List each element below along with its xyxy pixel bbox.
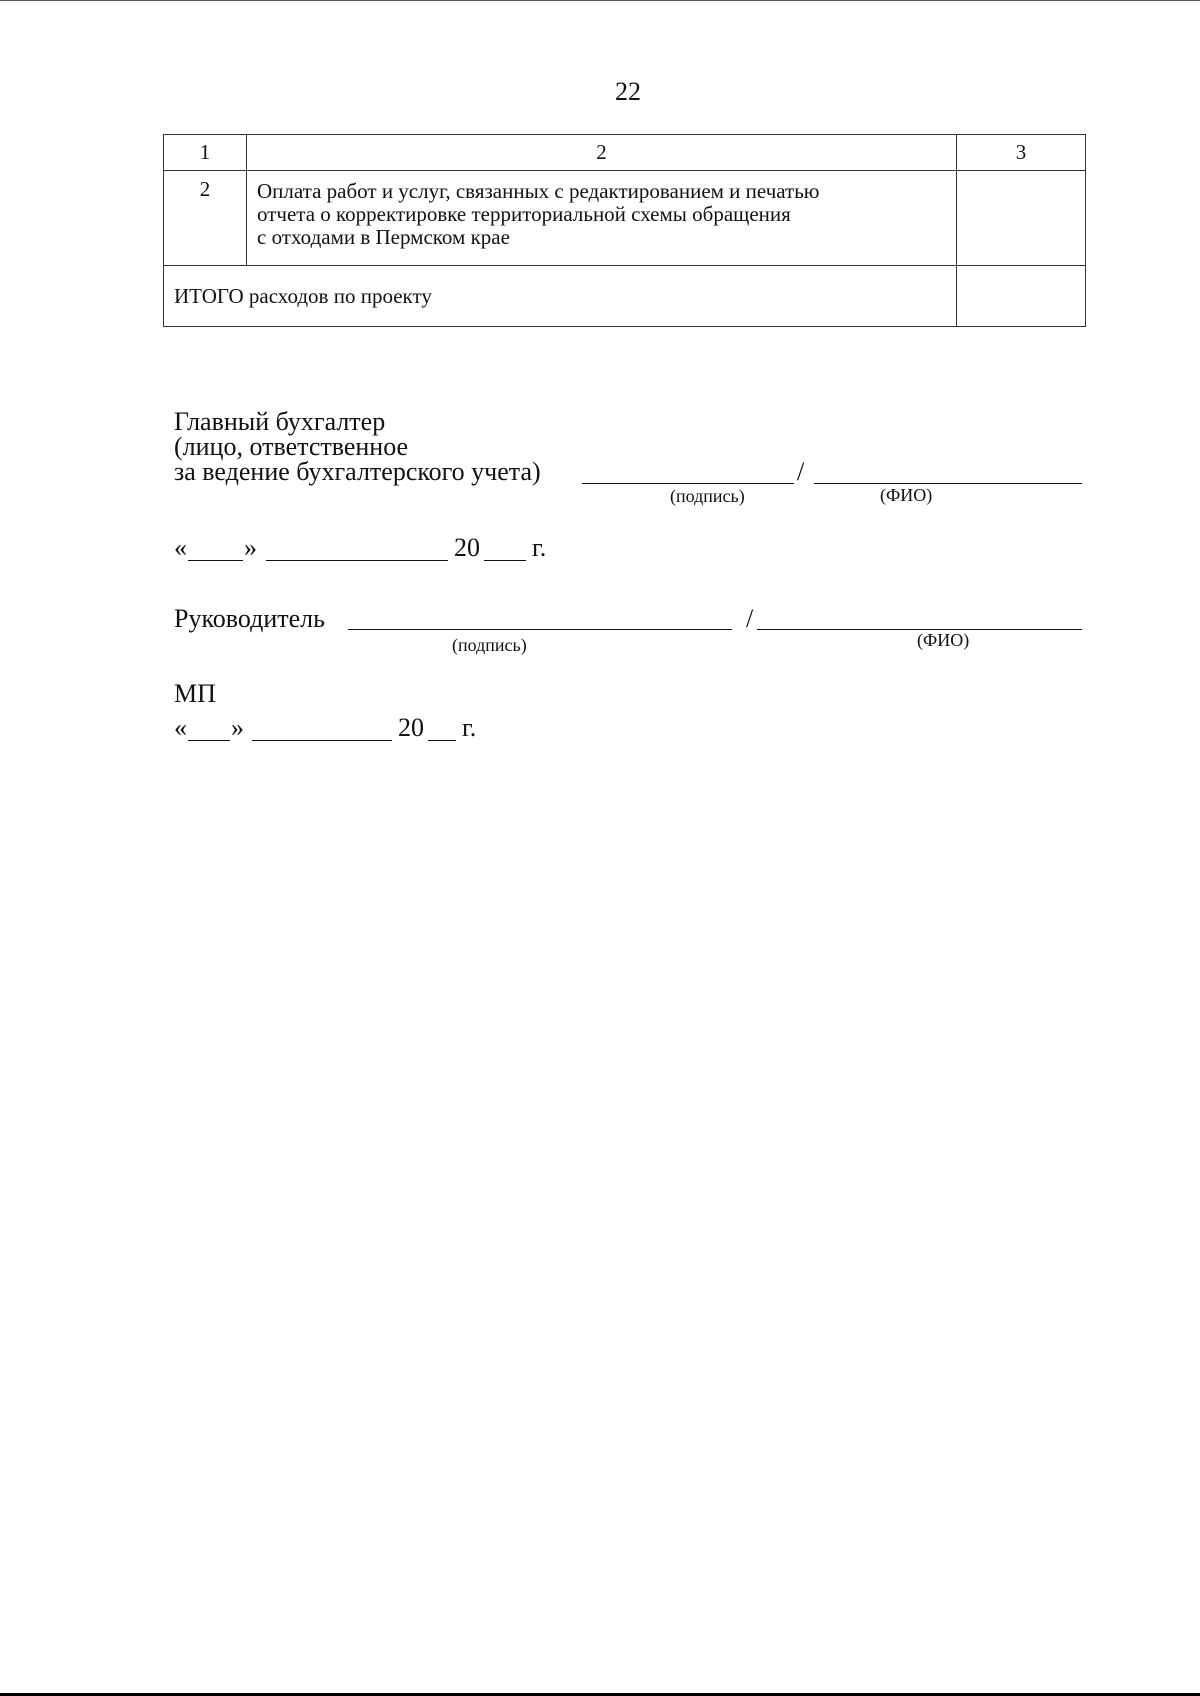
table-row: [164, 171, 1086, 266]
accountant-name-caption: (ФИО): [880, 485, 933, 505]
accountant-date-year-prefix: 20: [454, 533, 480, 562]
accountant-date-close-quote: »: [244, 533, 257, 562]
accountant-name-line[interactable]: [814, 483, 1082, 484]
description-line: Оплата работ и услуг, связанных с редактированием и печатью: [257, 179, 820, 203]
row-number-cell: 2: [164, 171, 247, 266]
accountant-date-year-line[interactable]: [484, 560, 526, 561]
total-label: ИТОГО расходов по проекту: [164, 266, 957, 327]
table-header-row: [164, 135, 1086, 171]
director-slash: /: [746, 604, 754, 633]
director-date-year-suffix: г.: [462, 713, 477, 742]
stamp-label: МП: [174, 679, 216, 708]
row-description-cell: [247, 171, 957, 266]
accountant-signature-line[interactable]: [582, 483, 794, 484]
director-name-caption: (ФИО): [917, 630, 970, 650]
accountant-date-open-quote: «: [174, 533, 187, 562]
column-header-3: 3: [957, 135, 1086, 171]
accountant-title-line2: (лицо, ответственное: [174, 432, 409, 461]
director-signature-caption: (подпись): [452, 635, 527, 655]
row-amount-cell[interactable]: [957, 171, 1086, 266]
description-line: с отходами в Пермском крае: [257, 225, 510, 249]
accountant-date-month-line[interactable]: [266, 560, 448, 561]
director-date-open-quote: «: [174, 713, 187, 742]
director-signature-line[interactable]: [348, 629, 732, 630]
accountant-date-day-line[interactable]: [188, 560, 243, 561]
director-date-month-line[interactable]: [252, 740, 392, 741]
accountant-signature-caption: (подпись): [670, 486, 745, 506]
column-header-1: 1: [164, 135, 247, 171]
accountant-slash: /: [797, 457, 805, 486]
page-number: 22: [615, 77, 641, 106]
accountant-date-year-suffix: г.: [532, 533, 547, 562]
director-date-year-line[interactable]: [428, 740, 456, 741]
total-row: [164, 266, 1086, 327]
expense-table: [163, 134, 1086, 327]
accountant-title-line3: за ведение бухгалтерского учета): [174, 457, 541, 486]
director-date-year-prefix: 20: [398, 713, 424, 742]
total-value-cell[interactable]: [957, 266, 1086, 327]
director-date-day-line[interactable]: [188, 740, 230, 741]
director-label: Руководитель: [174, 604, 325, 633]
column-header-2: 2: [247, 135, 957, 171]
director-date-close-quote: »: [231, 713, 244, 742]
description-line: отчета о корректировке территориальной схемы обращения: [257, 202, 791, 226]
accountant-title: Главный бухгалтер: [174, 407, 386, 436]
